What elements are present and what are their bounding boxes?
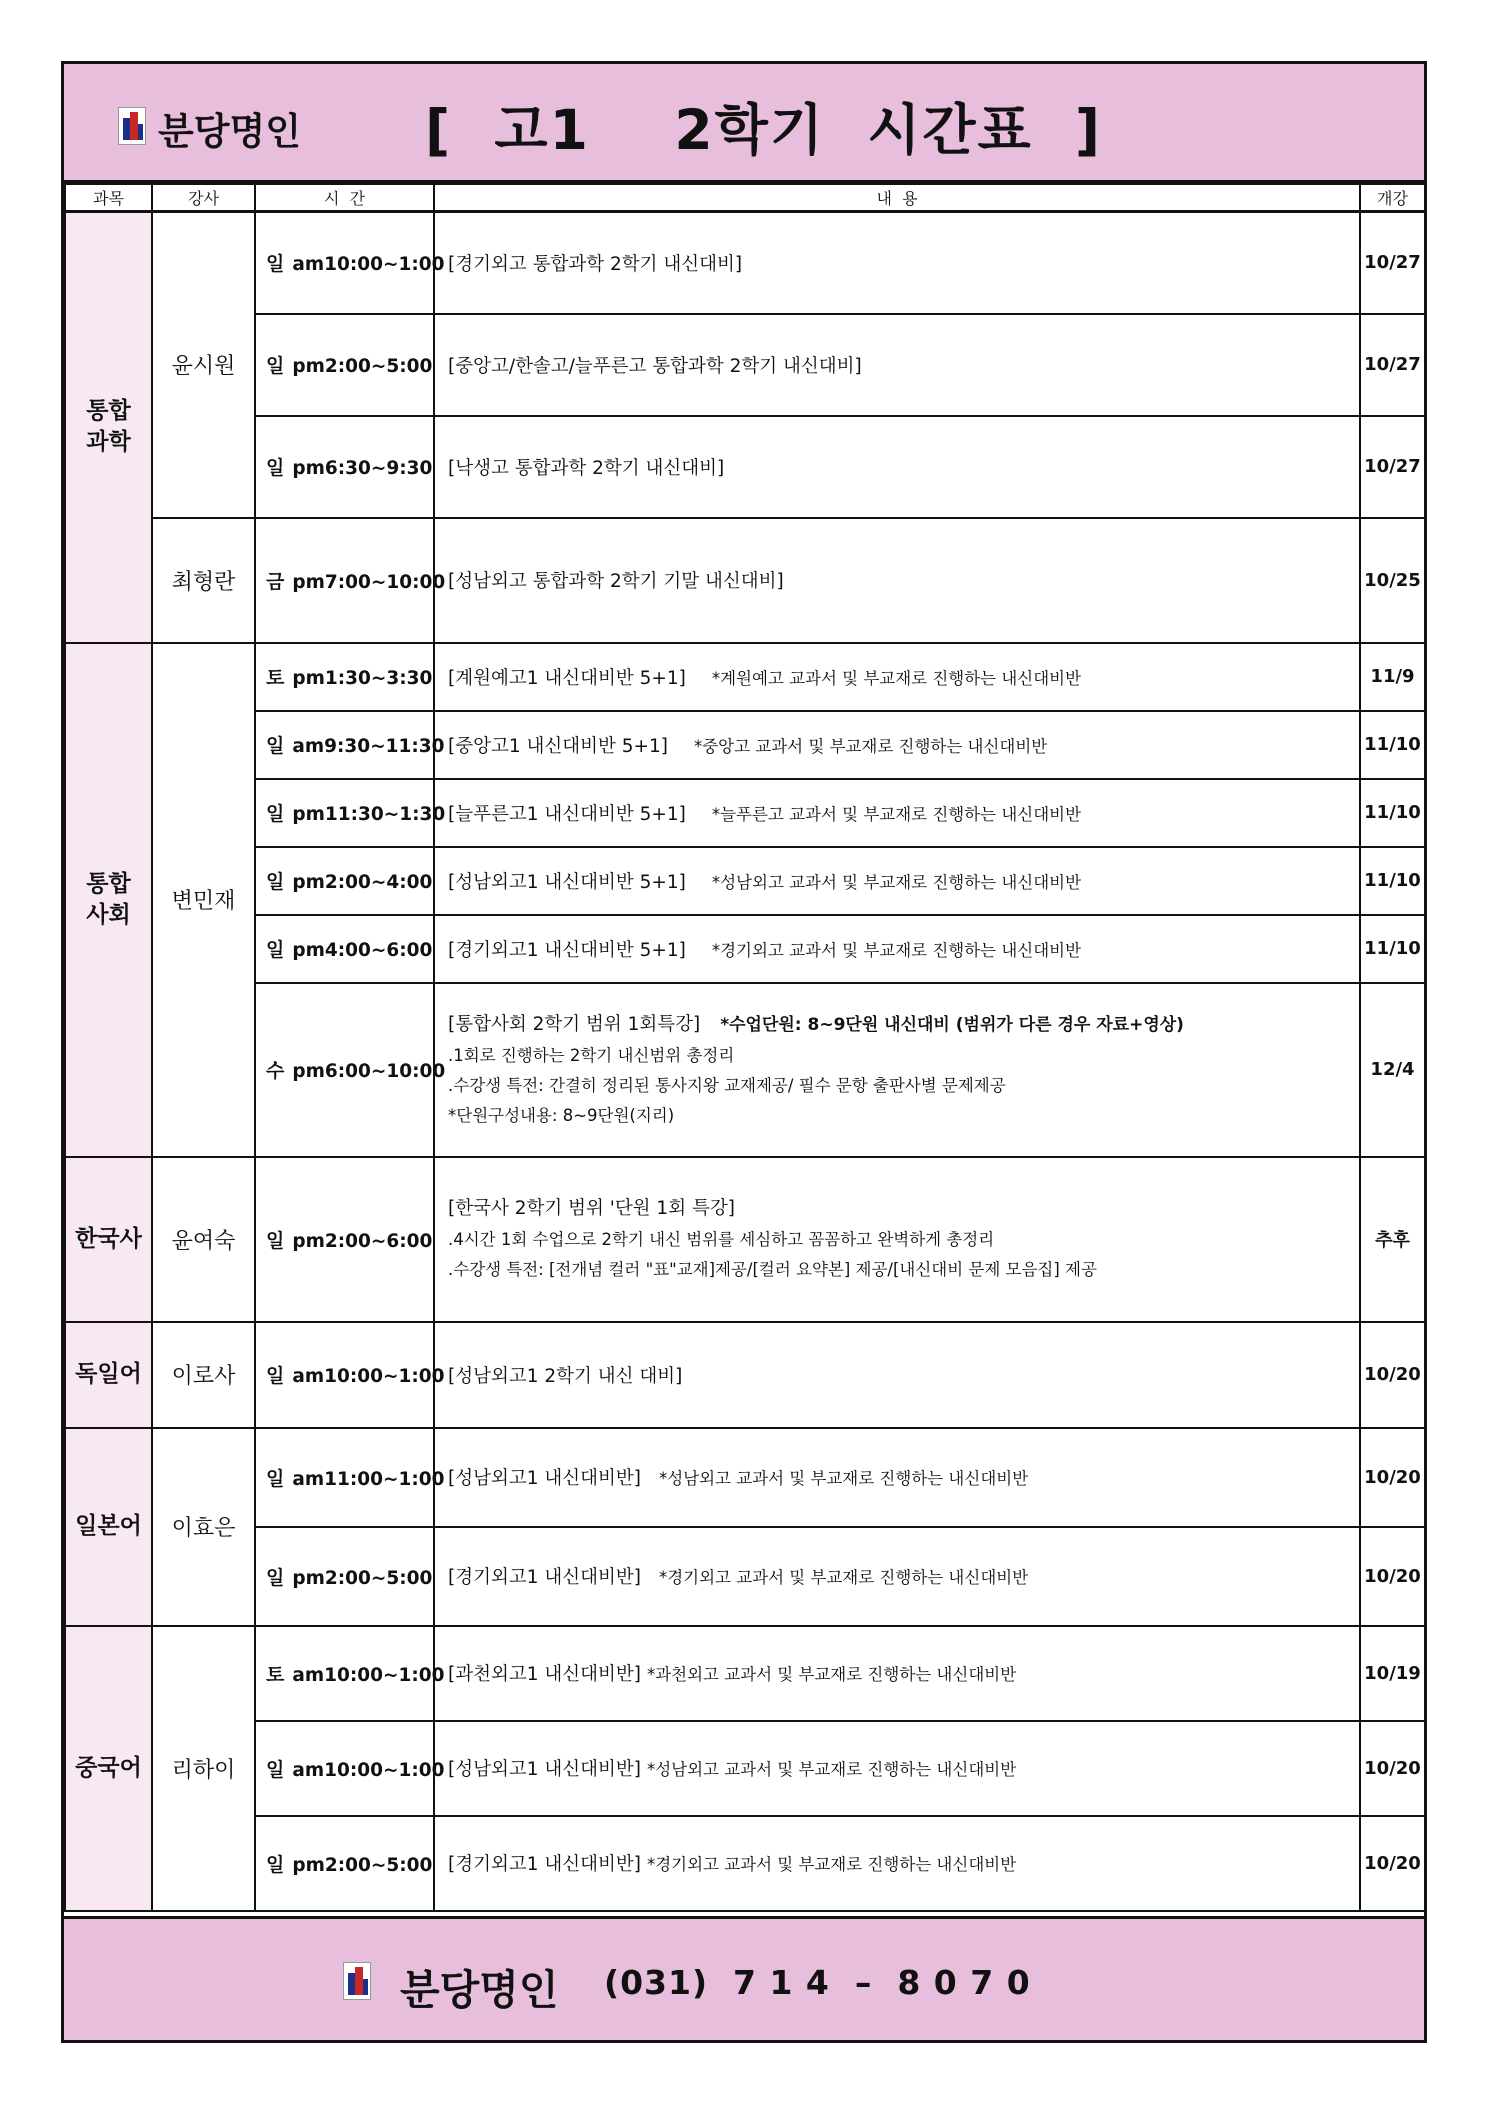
open-date-cell: 10/27: [1360, 212, 1425, 314]
open-date-cell: 12/4: [1360, 983, 1425, 1157]
col-header-content: 내 용: [434, 184, 1360, 212]
teacher-cell: 리하이: [152, 1626, 255, 1911]
open-date-cell: 11/10: [1360, 847, 1425, 915]
open-date-cell: 11/10: [1360, 711, 1425, 779]
open-date-cell: 11/10: [1360, 779, 1425, 847]
time-cell: 일 am10:00~1:00: [255, 212, 434, 314]
table-row: [65, 212, 1425, 314]
open-date-cell: 10/20: [1360, 1428, 1425, 1527]
content-cell: [중앙고1 내신대비반 5+1] *중앙고 교과서 및 부교재로 진행하는 내신대비반: [434, 711, 1360, 779]
table-row: [65, 1527, 1425, 1626]
time-cell: 일 pm2:00~4:00: [255, 847, 434, 915]
time-cell: 일 am10:00~1:00: [255, 1322, 434, 1428]
time-cell: 일 pm2:00~5:00: [255, 1527, 434, 1626]
subject-cell: 일본어: [65, 1428, 152, 1626]
content-cell: [낙생고 통합과학 2학기 내신대비]: [434, 416, 1360, 518]
col-header-subject: 과목: [65, 184, 152, 212]
time-cell: 일 pm2:00~6:00: [255, 1157, 434, 1322]
table-row: [65, 1626, 1425, 1721]
col-header-open: 개강: [1360, 184, 1425, 212]
content-cell: [통합사회 2학기 범위 1회특강] *수업단원: 8~9단원 내신대비 (범위가 다른 경우 자료+영상) .1회로 진행하는 2학기 내신범위 총정리 .수강생 특전: 간결히 정리된 통사지왕 교재제공/ 필수 문항 출판사별 문제제공 *단원구성내용: 8~9단원(지리): [434, 983, 1360, 1157]
time-cell: 일 am10:00~1:00: [255, 1721, 434, 1816]
teacher-cell: 이효은: [152, 1428, 255, 1626]
content-cell: [중앙고/한솔고/늘푸른고 통합과학 2학기 내신대비]: [434, 314, 1360, 416]
col-header-time: 시 간: [255, 184, 434, 212]
subject-cell: 한국사: [65, 1157, 152, 1322]
content-cell: [한국사 2학기 범위 '단원 1회 특강] .4시간 1회 수업으로 2학기 내신 범위를 세심하고 꼼꼼하고 완벽하게 총정리 .수강생 특전: [전개념 컬러 "표"교재]제공/[컬러 요약본] 제공/[내신대비 문제 모음집] 제공: [434, 1157, 1360, 1322]
open-date-cell: 10/25: [1360, 518, 1425, 643]
schedule-table: [64, 183, 1426, 1912]
header-banner: [64, 64, 1424, 183]
time-cell: 일 pm4:00~6:00: [255, 915, 434, 983]
time-cell: 일 pm6:30~9:30: [255, 416, 434, 518]
content-cell: [과천외고1 내신대비반] *과천외고 교과서 및 부교재로 진행하는 내신대비반: [434, 1626, 1360, 1721]
teacher-cell: 윤시원: [152, 212, 255, 518]
table-row: [65, 1721, 1425, 1816]
teacher-cell: 최형란: [152, 518, 255, 643]
table-header-row: [65, 184, 1425, 212]
time-cell: 일 am11:00~1:00: [255, 1428, 434, 1527]
teacher-cell: 변민재: [152, 643, 255, 1157]
time-cell: 금 pm7:00~10:00: [255, 518, 434, 643]
brand-name: 분당명인: [158, 110, 301, 153]
open-date-cell: 추후: [1360, 1157, 1425, 1322]
open-date-cell: 10/27: [1360, 314, 1425, 416]
open-date-cell: 10/19: [1360, 1626, 1425, 1721]
content-cell: [성남외고1 내신대비반] *성남외고 교과서 및 부교재로 진행하는 내신대비반: [434, 1428, 1360, 1527]
table-row: [65, 983, 1425, 1157]
table-row: [65, 915, 1425, 983]
time-cell: 일 am9:30~11:30: [255, 711, 434, 779]
table-row: [65, 1428, 1425, 1527]
open-date-cell: 10/20: [1360, 1322, 1425, 1428]
col-header-teacher: 강사: [152, 184, 255, 212]
table-row: [65, 711, 1425, 779]
academy-logo-icon: [343, 1962, 371, 2000]
open-date-cell: 10/20: [1360, 1527, 1425, 1626]
teacher-cell: 이로사: [152, 1322, 255, 1428]
open-date-cell: 10/27: [1360, 416, 1425, 518]
content-cell: [경기외고1 내신대비반 5+1] *경기외고 교과서 및 부교재로 진행하는 내신대비반: [434, 915, 1360, 983]
table-row: [65, 314, 1425, 416]
page-title: [ 고1 2학기 시간표 ]: [425, 98, 1103, 162]
open-date-cell: 10/20: [1360, 1816, 1425, 1911]
time-cell: 토 pm1:30~3:30: [255, 643, 434, 711]
content-cell: [경기외고1 내신대비반] *경기외고 교과서 및 부교재로 진행하는 내신대비반: [434, 1816, 1360, 1911]
phone-number: (031) 7 1 4 – 8 0 7 0: [604, 1963, 1031, 2002]
table-row: [65, 847, 1425, 915]
open-date-cell: 11/9: [1360, 643, 1425, 711]
content-cell: [경기외고 통합과학 2학기 내신대비]: [434, 212, 1360, 314]
table-row: [65, 779, 1425, 847]
content-cell: [성남외고1 내신대비반] *성남외고 교과서 및 부교재로 진행하는 내신대비반: [434, 1721, 1360, 1816]
footer-banner: [64, 1916, 1424, 2040]
table-row: [65, 416, 1425, 518]
subject-cell: 중국어: [65, 1626, 152, 1911]
table-row: [65, 1816, 1425, 1911]
content-cell: [성남외고1 2학기 내신 대비]: [434, 1322, 1360, 1428]
open-date-cell: 11/10: [1360, 915, 1425, 983]
time-cell: 토 am10:00~1:00: [255, 1626, 434, 1721]
time-cell: 일 pm2:00~5:00: [255, 314, 434, 416]
table-row: [65, 1157, 1425, 1322]
academy-logo-icon: [118, 107, 146, 145]
subject-cell: 통합 사회: [65, 643, 152, 1157]
content-cell: [성남외고 통합과학 2학기 기말 내신대비]: [434, 518, 1360, 643]
footer-brand-name: 분당명인: [400, 1966, 559, 2014]
table-row: [65, 643, 1425, 711]
content-cell: [늘푸른고1 내신대비반 5+1] *늘푸른고 교과서 및 부교재로 진행하는 내신대비반: [434, 779, 1360, 847]
time-cell: 수 pm6:00~10:00: [255, 983, 434, 1157]
subject-cell: 독일어: [65, 1322, 152, 1428]
timetable-sheet: [61, 61, 1427, 2043]
content-cell: [계원예고1 내신대비반 5+1] *계원예고 교과서 및 부교재로 진행하는 내신대비반: [434, 643, 1360, 711]
content-cell: [경기외고1 내신대비반] *경기외고 교과서 및 부교재로 진행하는 내신대비반: [434, 1527, 1360, 1626]
time-cell: 일 pm11:30~1:30: [255, 779, 434, 847]
table-row: [65, 1322, 1425, 1428]
content-cell: [성남외고1 내신대비반 5+1] *성남외고 교과서 및 부교재로 진행하는 내신대비반: [434, 847, 1360, 915]
time-cell: 일 pm2:00~5:00: [255, 1816, 434, 1911]
table-row: [65, 518, 1425, 643]
open-date-cell: 10/20: [1360, 1721, 1425, 1816]
teacher-cell: 윤여숙: [152, 1157, 255, 1322]
subject-cell: 통합 과학: [65, 212, 152, 643]
